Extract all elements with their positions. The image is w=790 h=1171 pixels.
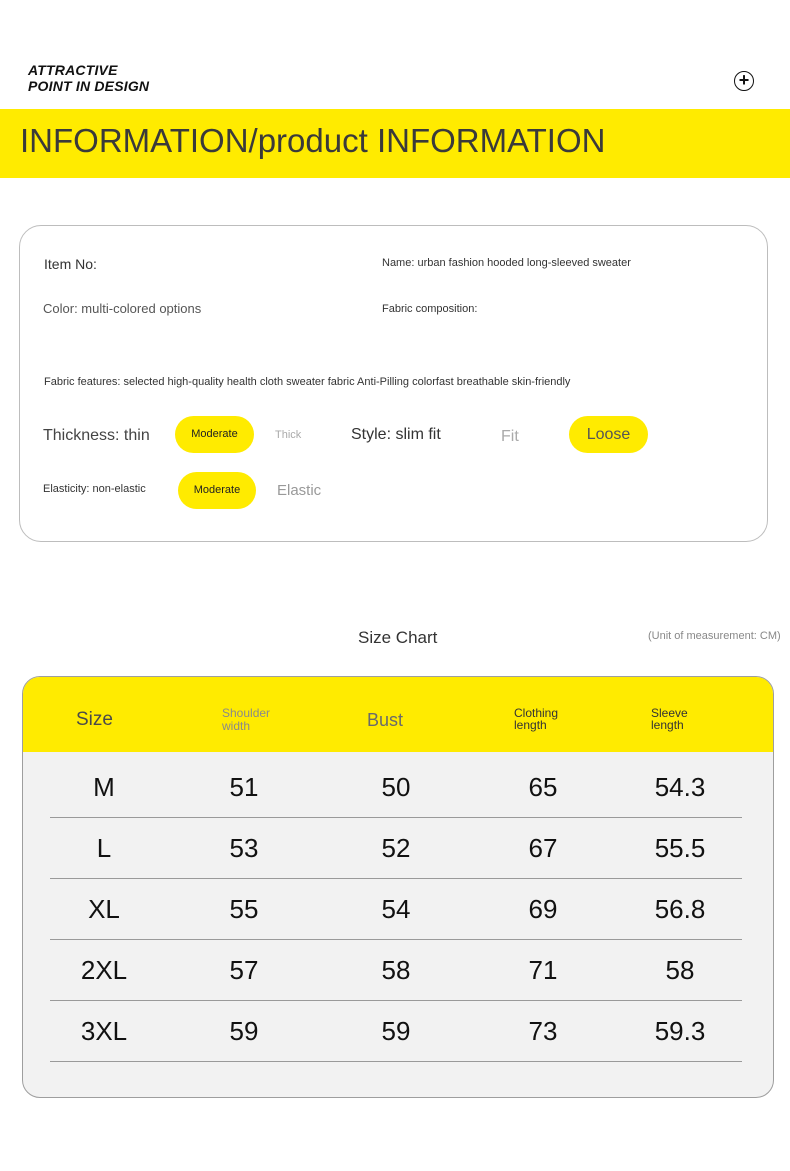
style-fit-option: Fit	[501, 428, 519, 445]
table-cell: 67	[528, 833, 558, 863]
table-cell: 73	[528, 1016, 558, 1046]
brand-tagline	[28, 62, 149, 94]
row-divider	[50, 1061, 742, 1062]
banner-title: INFORMATION/product INFORMATION	[20, 122, 606, 159]
header-sleeve-length	[651, 707, 688, 731]
table-cell: XL	[88, 894, 120, 924]
table-cell: 2XL	[80, 955, 128, 985]
row-divider	[50, 939, 742, 940]
size-chart-title: Size Chart	[358, 628, 438, 647]
table-cell: 3XL	[80, 1016, 128, 1046]
table-cell: 54	[381, 894, 411, 924]
style-label: Style: slim fit	[351, 426, 441, 443]
table-cell: 50	[381, 772, 411, 802]
elasticity-label: Elasticity: non-elastic	[43, 483, 146, 495]
table-cell: 58	[665, 955, 695, 985]
header-shoulder-line1: Shoulder	[222, 706, 271, 720]
table-cell: 55.5	[654, 833, 706, 863]
thickness-label: Thickness: thin	[43, 427, 150, 444]
header-sleeve-line1: Sleeve	[651, 706, 688, 720]
table-cell: 52	[381, 833, 411, 863]
header-size: Size	[76, 709, 113, 730]
elasticity-elastic-option: Elastic	[277, 482, 322, 499]
table-cell: 65	[528, 772, 558, 802]
row-divider	[50, 817, 742, 818]
unit-note: (Unit of measurement: CM)	[648, 630, 781, 642]
brand-line-1: ATTRACTIVE	[28, 62, 118, 78]
table-cell: 59.3	[654, 1016, 706, 1046]
table-cell: 53	[229, 833, 259, 863]
table-cell: 71	[528, 955, 558, 985]
header-shoulder	[222, 707, 270, 733]
table-cell: M	[93, 772, 115, 802]
header-clothing-line2: length	[514, 718, 547, 732]
table-cell: 59	[381, 1016, 411, 1046]
table-cell: 56.8	[654, 894, 706, 924]
table-cell: 57	[229, 955, 259, 985]
fabric-features: Fabric features: selected high-quality health cloth sweater fabric Anti-Pilling colorfast breathable skin-friendly	[44, 376, 571, 388]
thickness-thick-option: Thick	[275, 429, 302, 441]
table-cell: 69	[528, 894, 558, 924]
header-clothing-length	[514, 707, 558, 731]
size-table	[22, 676, 774, 1098]
table-cell: 59	[229, 1016, 259, 1046]
header-clothing-line1: Clothing	[514, 706, 559, 720]
row-divider	[50, 1000, 742, 1001]
table-cell: L	[96, 833, 112, 863]
thickness-moderate-pill: Moderate	[175, 416, 254, 453]
item-no-label: Item No:	[44, 256, 97, 272]
fabric-composition-label: Fabric composition:	[382, 303, 478, 315]
table-cell: 54.3	[654, 772, 706, 802]
header-shoulder-line2: width	[222, 719, 251, 733]
header-sleeve-line2: length	[651, 718, 684, 732]
product-name: Name: urban fashion hooded long-sleeved sweater	[382, 257, 631, 269]
header-bust: Bust	[367, 710, 404, 730]
table-cell: 58	[381, 955, 411, 985]
table-cell: 55	[229, 894, 259, 924]
elasticity-moderate-pill: Moderate	[178, 472, 256, 509]
brand-line-2: POINT IN DESIGN	[28, 78, 150, 94]
color-label: Color: multi-colored options	[43, 301, 202, 316]
table-cell: 51	[229, 772, 259, 802]
size-table-header	[23, 677, 774, 752]
plus-icon: +	[734, 71, 754, 91]
row-divider	[50, 878, 742, 879]
style-loose-pill: Loose	[569, 416, 648, 453]
